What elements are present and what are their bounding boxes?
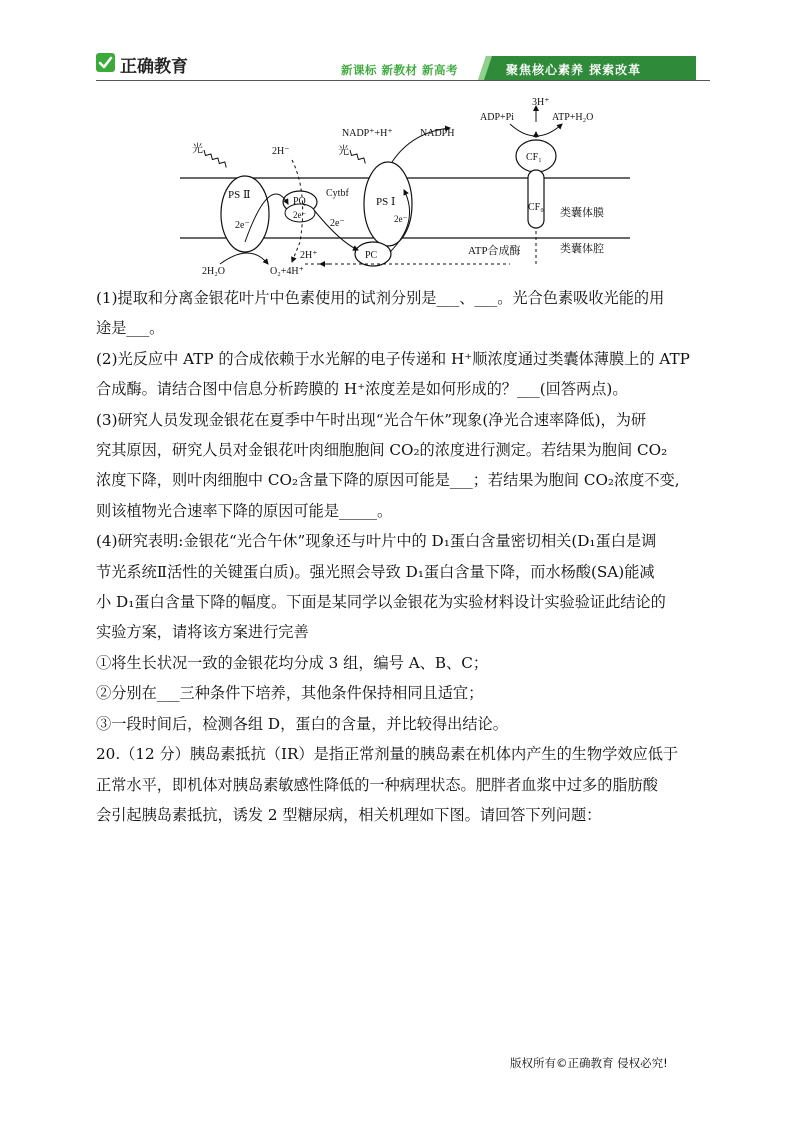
step-2: ②分别在___三种条件下培养，其他条件保持相同且适宜； xyxy=(96,684,484,703)
q20-line2: 正常水平，即机体对胰岛素敏感性降低的一种病理状态。肥胖者血浆中过多的脂肪酸 xyxy=(96,775,658,794)
nadph-label: NADPH xyxy=(420,128,455,139)
ps2-label: PS Ⅱ xyxy=(228,189,251,201)
q2-line1: (2)光反应中 ATP 的合成依赖于水光解的电子传递和 H⁺顺浓度通过类囊体薄膜上的 ATP xyxy=(96,349,690,368)
q1-line1: (1)提取和分离金银花叶片中色素使用的试剂分别是___、___。光合色素吸收光能的用 xyxy=(96,289,665,307)
photosynthesis-diagram xyxy=(180,92,630,282)
q3-line4: 则该植物光合速率下降的原因可能是_____。 xyxy=(96,501,393,520)
header-slogan: 新课标 新教材 新高考 xyxy=(341,63,459,77)
cf0-rect xyxy=(528,170,544,228)
nadp-label: NADP⁺+H⁺ xyxy=(342,128,393,139)
q2-line2: 合成酶。请结合图中信息分析跨膜的 H⁺浓度差是如何形成的？___(回答两点)。 xyxy=(96,380,628,399)
header-banner-text: 聚焦核心素养 探索改革 xyxy=(506,63,642,77)
ps1-label: PS Ⅰ xyxy=(376,196,396,208)
q4-line2: 节光系统Ⅱ活性的关键蛋白质)。强光照会导致 D₁蛋白含量下降，而水杨酸(SA)能减 xyxy=(96,562,655,581)
logo-check-icon xyxy=(96,53,115,72)
synthase-label: ATP合成酶 xyxy=(468,245,521,257)
h-top-label: 2H⁻ xyxy=(272,146,290,157)
q20-line3: 会引起胰岛素抵抗，诱发 2 型糖尿病，相关机理如下图。请回答下列问题： xyxy=(96,805,602,824)
q1-line2: 途是___。 xyxy=(96,319,165,338)
atp-label: ATP+H₂O xyxy=(552,112,594,123)
step-3: ③一段时间后，检测各组 D，蛋白的含量，并比较得出结论。 xyxy=(96,714,508,733)
ps2-e-label: 2e⁻ xyxy=(235,220,250,231)
q4-line3: 小 D₁蛋白含量下降的幅度。下面是某同学以金银花为实验材料设计实验验证此结论的 xyxy=(96,593,666,612)
header-divider xyxy=(96,80,710,81)
q3-line2: 究其原因，研究人员对金银花叶肉细胞胞间 CO₂的浓度进行测定。若结果为胞间 CO₂ xyxy=(96,441,668,460)
q4-line1: (4)研究表明:金银花“光合午休”现象还与叶片中的 D₁蛋白含量密切相关(D₁蛋白是调 xyxy=(96,532,657,551)
q3-line1: (3)研究人员发现金银花在夏季中午时出现“光合午休”现象(净光合速率降低)，为研 xyxy=(96,410,647,429)
cytbf-label: Cytbf xyxy=(326,188,349,199)
pq-label: PQ xyxy=(293,196,306,207)
adp-label: ADP+Pi xyxy=(480,112,514,123)
step-1: ①将生长状况一致的金银花均分成 3 组，编号 A、B、C； xyxy=(96,653,489,672)
ps1-e-label: 2e⁻ xyxy=(394,214,408,224)
q4-line4: 实验方案，请将该方案进行完善 xyxy=(96,623,309,642)
h-bottom-label: 2H⁺ xyxy=(300,250,318,261)
q3-line3: 浓度下降，则叶肉细胞中 CO₂含量下降的原因可能是___；若结果为胞间 CO₂浓度不变, xyxy=(96,471,680,490)
footer-copyright: 版权所有©正确教育 侵权必究! xyxy=(510,1056,668,1070)
pc-label: PC xyxy=(365,250,378,261)
cf1-label: CF₁ xyxy=(526,152,542,163)
pq-e-label: 2e⁻ xyxy=(293,210,307,220)
light-label-1: 光 xyxy=(192,143,203,155)
light-label-2: 光 xyxy=(338,145,349,157)
oxygen-label: O₂+4H⁺ xyxy=(270,266,304,277)
question-block xyxy=(96,283,708,830)
logo-text: 正确教育 xyxy=(120,57,188,77)
three-h-label: 3H⁺ xyxy=(532,97,550,108)
membrane-label: 类囊体膜 xyxy=(560,207,604,219)
q20-line1: 20.（12 分）胰岛素抵抗（IR）是指正常剂量的胰岛素在机体内产生的生物学效应低于 xyxy=(96,745,679,764)
cyt-e-label: 2e⁻ xyxy=(330,218,345,229)
lumen-label: 类囊体腔 xyxy=(560,243,604,255)
cf0-label: CF₀ xyxy=(528,202,544,213)
water-label: 2H₂O xyxy=(202,266,225,277)
